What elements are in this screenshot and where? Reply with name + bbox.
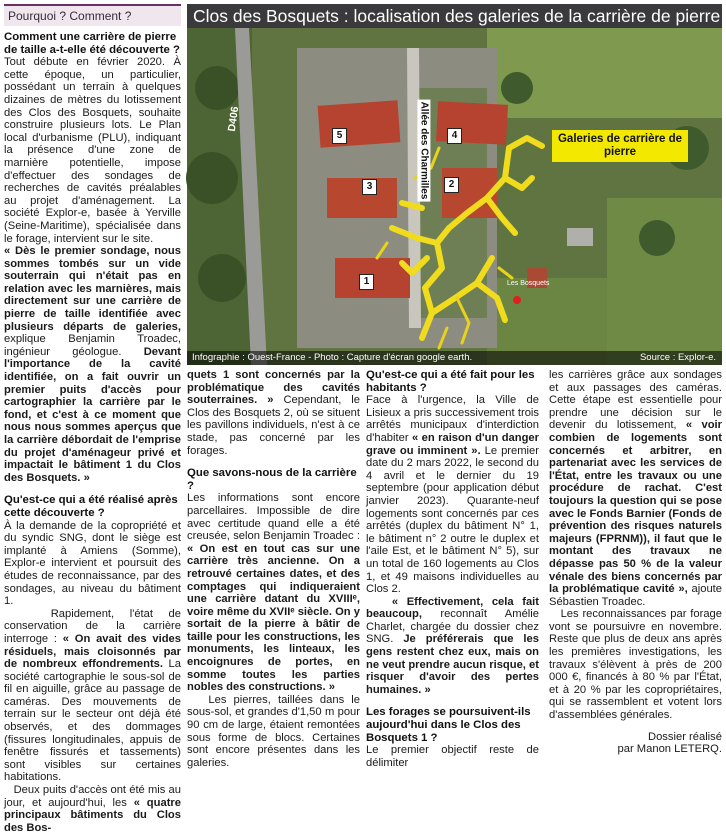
building-number-3: 3	[362, 179, 377, 195]
credit-source: Source : Explor-e.	[639, 352, 716, 363]
road-label-d406: D406	[225, 105, 242, 133]
sidebar-column	[4, 4, 181, 834]
question-residents: Qu'est-ce qui a été fait pour les habitants ?	[366, 369, 535, 394]
aerial-infographic	[187, 4, 722, 365]
paragraph-objective: Le premier objectif reste de délimiter	[366, 744, 539, 769]
column-2	[366, 369, 539, 769]
paragraph-costs: Les reconnaissances par forage vont se poursuivre en novembre. Reste que plus de deux ans après les premières investigations, les travaux s'élèvent à près de 200 000 €, financés à 80 % par l'État, et à 20 % par les copropriétaires, qui se rassemblent et votent lors d'assemblées générales.	[549, 608, 722, 722]
byline	[549, 731, 722, 756]
question-after-discovery: Qu'est-ce qui a été réalisé après cette découverte ?	[4, 494, 178, 519]
building-number-1: 1	[359, 274, 374, 290]
paragraph-charlet: « Effectivement, cela fait beaucoup, reconnaît Amélie Charlet, chargée du dossier chez SNG. Je préférerais que les gens restent chez eux, mais on ne veut prendre aucun risque, et risquer d'avoir des pertes humaines. »	[366, 595, 539, 696]
paragraph-stones: Les pierres, taillées dans le sous-sol, et grandes d'1,50 m pour 90 cm de large, étaient remontées sous forme de blocs. Certaines sont encore présentes dans les galeries.	[187, 693, 360, 769]
byline-line-2: par Manon LETERQ.	[617, 743, 722, 756]
paragraph-history: Les informations sont encore parcellaires. Impossible de dire avec certitude quand elle a été creusée, selon Benjamin Troadec : « On est en tout cas sur une carrière très ancienne. On a retrouvé certaines dates, et des comptages qui indiqueraient une carrière datant du XVIIIᵉ, voire même du XVIIᵉ siècle. On y sortait de la pierre à bâtir de taille pour les constructions, les monuments, les linteaux, les encoignures de portes, en somme toutes les parties nobles des constructions. »	[187, 492, 360, 694]
column-1	[187, 369, 360, 769]
question-discovery: Comment une carrière de pierre de taille a-t-elle été découverte ?	[4, 31, 180, 56]
quote-ancient-quarry: « On est en tout cas sur une carrière très ancienne. On a retrouvé certaines dates, et des comptages qui indiqueraient une carrière datant du XVIIIᵉ, voire même du XVIIᵉ siècle. On y sortait de la pierre à bâtir de taille pour les constructions, les monuments, les linteaux, les encoignures de portes, en somme toutes les parties nobles des constructions. »	[187, 542, 360, 694]
paragraph-copropriete: À la demande de la copropriété et du syndic SNG, dont le siège est implanté à Amiens (Somme), Explor-e intervient et poursuit des études de reconnaissance, par des sondages, au niveau du bâtiment 1.	[4, 519, 181, 608]
aerial-photo	[187, 28, 722, 365]
quote-troadec-2: Devant l'importance de la cavité identifiée, on a fait ouvrir un premier puits d'accès pour cartographier la carrière par le fond, et c'est à ce moment que nous nous sommes aperçus que la carrière débordait de l'emprise du projet d'aménageur privé et impactait le bâtiment 1 du Clos des Bosquets. »	[4, 345, 181, 484]
credit-infographic: Infographie : Ouest-France - Photo : Capture d'écran google earth.	[192, 352, 473, 363]
galleries-label: Galeries de carrière de pierre	[552, 130, 688, 162]
sidebar-header: Pourquoi ? Comment ?	[4, 4, 181, 26]
paragraph-conservation: Rapidement, l'état de conservation de la carrière interroge : « On avait des vides résiduels, mais cloisonnés par de nombreux effondrements. La société cartographie le sous-sol de fil en aiguille, grâce au passage de caméras. Des mouvements de terrain sur le secteur ont déjà été observés, et des dommages (fissures longitudinales, appuis de fenêtre fissurés et tassements) sont visibles sur certaines habitations.	[4, 607, 181, 784]
quote-troadec: « Dès le premier sondage, nous sommes tombés sur un vide souterrain qui n'était pas en relation avec les marnières, mais directement sur une carrière de pierre de taille identifiée avec plusieurs départs de galeries,	[4, 245, 181, 333]
quote-charlet: Je préférerais que les gens restent chez eux, mais on ne veut prendre aucun risque, et risquer d'avoir des pertes humaines. »	[366, 633, 539, 696]
attribution-troadec: explique Benjamin Troadec, ingénieur géologue.	[4, 333, 181, 358]
bosquets-map-label: Les Bosquets	[507, 280, 550, 287]
paragraph-fonds-barnier: les carrières grâce aux sondages et aux passages des caméras. Cette étape est essentielle pour prendre une décision sur le devenir du lotissement, « voir combien de logements sont concernés et arbitrer, en partenariat avec les services de l'État, entre les travaux ou une procédure de rachat. C'est toujours la question qui se pose avec le Fonds Barnier (Fonds de prévention des risques naturels majeurs (FPRNM)), il faut que le montant des travaux ne dépasse pas 50 % de la valeur vénale des biens concernés par la problématique cavité », ajoute Sébastien Troadec.	[549, 369, 722, 608]
street-label-charmilles: Allée des Charmilles	[418, 101, 430, 200]
building-number-2: 2	[444, 177, 459, 193]
paragraph-decrees: Face à l'urgence, la Ville de Lisieux a pris successivement trois arrêtés municipaux d'interdiction d'habiter « en raison d'un danger grave ou imminent ». Le premier date du 2 mars 2022, le second du 4 avril et le dernier du 19 septembre (pour application début janvier 2023). Quarante-neuf logements sont concernés par ces arrêtés (duplex du bâtiment N° 1, le bâtiment n° 2 outre le duplex et l'aile Est, et le bâtiment N° 5), sur un total de 160 logements au Clos 1, et 49 maisons individuelles au Clos 2.	[366, 394, 539, 596]
paragraph-first-sounding	[4, 245, 181, 484]
infographic-title: Clos des Bosquets : localisation des galeries de la carrière de pierre	[187, 4, 722, 28]
paragraph-access-wells: Deux puits d'accès ont été mis au jour, et aujourd'hui, les « quatre principaux bâtiments du Clos des Bos-	[4, 784, 181, 834]
infographic-credit-bar	[187, 351, 722, 365]
building-number-5: 5	[332, 128, 347, 144]
byline-line-1: Dossier réalisé	[648, 730, 722, 743]
building-number-4: 4	[447, 128, 462, 144]
quote-fonds-barnier: « voir combien de logements sont concernés et arbitrer, en partenariat avec les services de l'État, entre les travaux ou une procédure de rachat. C'est toujours la question qui se pose avec le Fonds Barnier (Fonds de prévention des risques naturels majeurs (FPRNM)), il faut que le montant des travaux ne dépasse pas 50 % de la valeur vénale des biens concernés par la problématique cavité »,	[549, 419, 722, 596]
question-what-we-know: Que savons-nous de la carrière ?	[187, 467, 357, 492]
column-3	[549, 369, 722, 756]
quote-residual-voids: « On avait des vides résiduels, mais cloisonnés par de nombreux effondrements.	[4, 632, 181, 671]
paragraph-bosquets-concerned: quets 1 sont concernés par la problématique des cavités souterraines. » Cependant, le Clos des Bosquets 2, où se situent les pavillons individuels, n'est à ce stade, pas concerné par les forages.	[187, 369, 360, 457]
paragraph-discovery: Tout débute en février 2020. À cette époque, un particulier, possédant un terrain à quelques dizaines de mètres du lotissement des Clos des Bosquets, souhaite construire plusieurs lots. Le Plan local d'urbanisme (PLU), indiquant la présence d'une zone de marnière potentielle, impose d'effectuer des sondages de recherches de cavités préalables au projet d'aménagement. La société Explor-e, basée à Yerville (Seine-Maritime), spécialisée dans le forage, intervient sur le site.	[4, 56, 181, 245]
question-drilling: Les forages se poursuivent-ils aujourd'hui dans le Clos des Bosquets 1 ?	[366, 706, 531, 744]
